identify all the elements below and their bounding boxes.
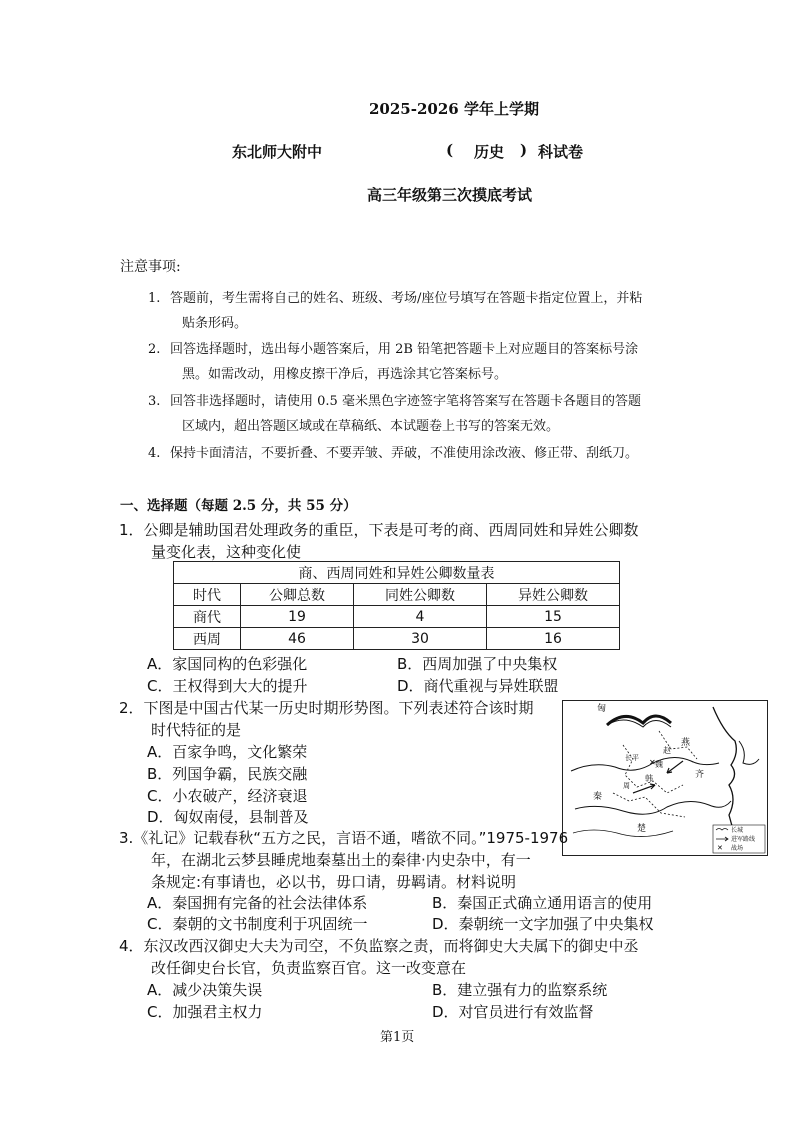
note-3-line2: 区域内，超出答题区域或在草稿纸、本试题卷上书写的答案无效。 xyxy=(182,419,560,434)
q4-option-c: C．加强君主权力 xyxy=(147,1003,263,1021)
q1-option-d: D．商代重视与异姓联盟 xyxy=(397,677,559,695)
q4-option-d: D．对官员进行有效监督 xyxy=(432,1003,594,1021)
note-2-num: 2. xyxy=(148,342,161,357)
march-arrow xyxy=(667,761,683,773)
q1-stem-line1: 1．公卿是辅助国君处理政务的重臣，下表是可考的商、西周同姓和异姓公卿数 xyxy=(119,521,639,539)
legend-battle-icon: ✕ xyxy=(717,844,723,852)
q1-table-header: 异姓公卿数 xyxy=(487,584,620,606)
map-label: 韩 xyxy=(645,774,653,783)
q1-table-header: 同姓公卿数 xyxy=(354,584,487,606)
map-label: 赵 xyxy=(663,746,671,755)
paper-type: 科试卷 xyxy=(538,143,584,161)
q1-stem-line2: 量变化表，这种变化使 xyxy=(151,543,302,561)
subject-name: 历史 xyxy=(474,143,505,161)
q4-option-a: A．减少决策失误 xyxy=(147,981,263,999)
q2-stem-line2: 时代特征的是 xyxy=(151,721,242,739)
q1-table xyxy=(173,561,620,650)
q1-table-header: 时代 xyxy=(174,584,241,606)
note-4-num: 4. xyxy=(148,446,161,461)
map-label: 燕 xyxy=(681,738,691,748)
legend-label: 战场 xyxy=(731,845,744,852)
note-4-line1: 保持卡面清洁，不要折叠、不要弄皱、弄破，不准使用涂改液、修正带、刮纸刀。 xyxy=(170,446,639,461)
note-3-line1: 回答非选择题时，请使用 0.5 毫米黑色字迹签字笔将答案写在答题卡各题目的答题 xyxy=(170,394,641,409)
q2-option-b: B．列国争霸，民族交融 xyxy=(147,765,308,783)
table-row xyxy=(174,606,620,628)
q2-option-a: A．百家争鸣，文化繁荣 xyxy=(147,743,308,761)
section-title: 一、选择题（每题 2.5 分，共 55 分） xyxy=(120,498,357,514)
q1-table-cell: 商代 xyxy=(174,606,241,628)
note-3-num: 3. xyxy=(148,394,161,409)
q3-option-b: B．秦国正式确立通用语言的使用 xyxy=(432,894,653,912)
yangtze-river xyxy=(575,801,731,814)
map-label: 匈 xyxy=(597,704,607,714)
q2-option-c: C．小农破产，经济衰退 xyxy=(147,787,308,805)
q3-stem-line3: 条规定:有事请也，必以书，毋口请，毋羁请。材料说明 xyxy=(151,873,517,891)
q4-stem-line1: 4．东汉改西汉御史大夫为司空，不负监察之责，而将御史大夫属下的御史中丞 xyxy=(119,937,639,955)
q1-table-cell: 46 xyxy=(241,628,354,650)
q3-option-a: A．秦国拥有完备的社会法律体系 xyxy=(147,894,368,912)
map-label: 长平 xyxy=(625,754,639,762)
legend-label: 长城 xyxy=(731,827,744,834)
map-label: 秦 xyxy=(593,792,603,802)
q1-table-cell: 4 xyxy=(354,606,487,628)
peninsula-outline xyxy=(739,741,759,764)
term-title: 2025-2026 学年上学期 xyxy=(369,100,539,118)
q1-table-cell: 30 xyxy=(354,628,487,650)
q3-stem-line2: 年，在湖北云梦县睡虎地秦墓出土的秦律·内史杂中，有一 xyxy=(151,851,531,869)
q2-historical-map xyxy=(562,700,768,856)
q1-table-cell: 19 xyxy=(241,606,354,628)
map-label: 齐 xyxy=(695,770,705,780)
school-name: 东北师大附中 xyxy=(232,143,323,161)
southern-river xyxy=(573,830,673,837)
map-label: 周 xyxy=(623,782,630,790)
q1-table-cell: 15 xyxy=(487,606,620,628)
page-number: 第1页 xyxy=(380,1030,415,1045)
exam-title: 高三年级第三次摸底考试 xyxy=(367,186,533,204)
q4-stem-line2: 改任御史台长官，负责监察百官。这一改变意在 xyxy=(151,959,467,977)
q1-table-cell: 16 xyxy=(487,628,620,650)
q1-option-a: A．家国同构的色彩强化 xyxy=(147,655,308,673)
q1-option-b: B．西周加强了中央集权 xyxy=(397,655,558,673)
q3-option-c: C．秦朝的文书制度利于巩固统一 xyxy=(147,915,368,933)
note-2-line2: 黑。如需改动，用橡皮擦干净后，再选涂其它答案标号。 xyxy=(182,367,508,382)
notes-title: 注意事项: xyxy=(120,259,181,275)
q2-option-d: D．匈奴南侵，县制普及 xyxy=(147,808,309,826)
q4-option-b: B．建立强有力的监察系统 xyxy=(432,981,608,999)
q1-table-cell: 西周 xyxy=(174,628,241,650)
subject-paren-close: ) xyxy=(520,141,528,159)
note-1-line1: 答题前，考生需将自己的姓名、班级、考场/座位号填写在答题卡指定位置上，并粘 xyxy=(170,291,643,306)
q3-option-d: D．秦朝统一文字加强了中央集权 xyxy=(432,915,654,933)
legend-label: 进军路线 xyxy=(731,836,756,843)
battle-icon: ✕ xyxy=(649,758,656,767)
q1-table-header: 公卿总数 xyxy=(241,584,354,606)
note-2-line1: 回答选择题时，选出每小题答案后，用 2B 铅笔把答题卡上对应题目的答案标号涂 xyxy=(170,342,639,357)
note-1-num: 1. xyxy=(148,291,161,306)
map-label: 楚 xyxy=(637,824,647,834)
q3-stem-line1: 3.《礼记》记载春秋“五方之民，言语不通，嗜欲不同。”1975-1976 xyxy=(119,829,569,847)
subject-paren-open: ( xyxy=(446,141,454,159)
table-row xyxy=(174,628,620,650)
note-1-line2: 贴条形码。 xyxy=(182,316,248,331)
q1-option-c: C．王权得到大大的提升 xyxy=(147,677,308,695)
map-label: 魏 xyxy=(655,760,663,769)
q2-stem-line1: 2．下图是中国古代某一历史时期形势图。下列表述符合该时期 xyxy=(119,699,534,717)
q1-table-caption: 商、西周同姓和异姓公卿数量表 xyxy=(174,562,620,584)
